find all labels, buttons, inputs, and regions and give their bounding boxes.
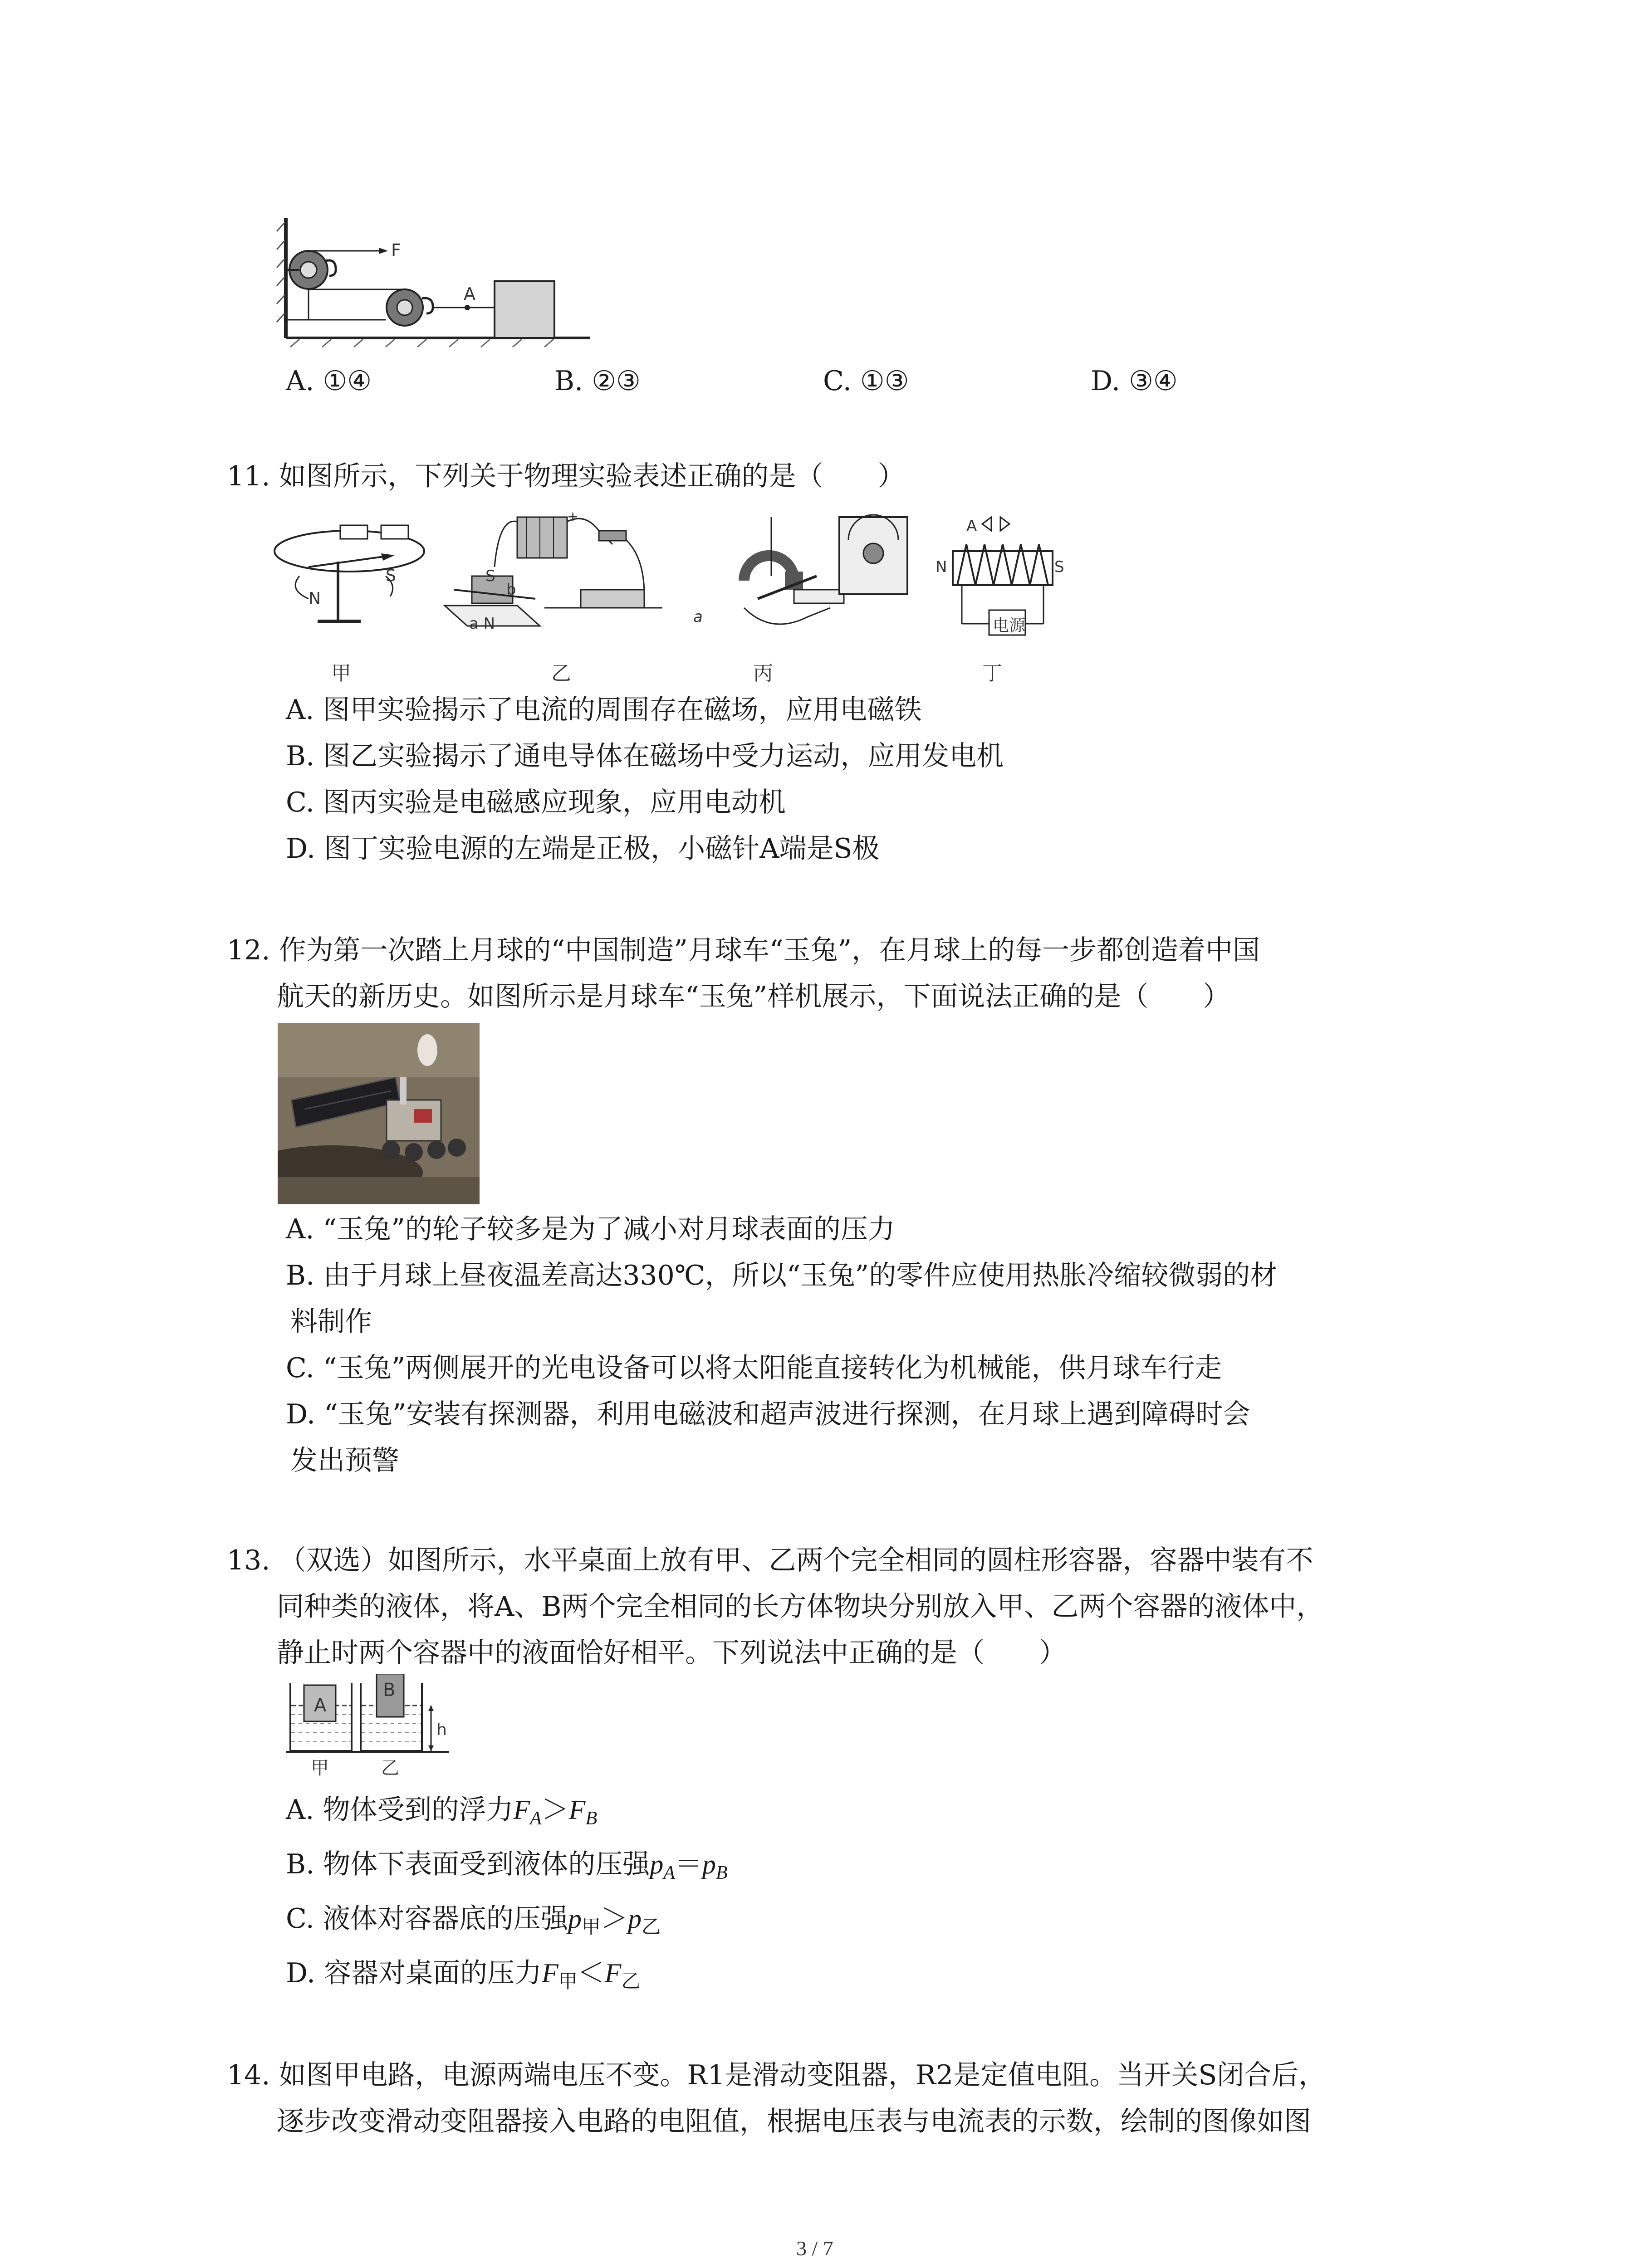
q10-point-label: A	[464, 284, 475, 304]
q11-option-a[interactable]: A. 图甲实验揭示了电流的周围存在磁场，应用电磁铁	[286, 694, 922, 726]
q13-caption-yi: 乙	[381, 1758, 399, 1779]
q13-option-a-text: A. 物体受到的浮力	[286, 1794, 514, 1826]
q13-option-d[interactable]: D. 容器对桌面的压力$F_甲<F_乙$	[286, 1957, 641, 1992]
q11-caption-ding: 丁	[982, 662, 1002, 685]
q12-option-a[interactable]: A. “玉兔”的轮子较多是为了减小对月球表面的压力	[286, 1213, 895, 1245]
q11-ding-power-label: 电源	[993, 616, 1026, 635]
q13-containers-figure	[281, 1674, 454, 1769]
q13-option-d-text: D. 容器对桌面的压力	[286, 1957, 542, 1989]
q11-option-c[interactable]: C. 图丙实验是电磁感应现象，应用电动机	[286, 787, 786, 818]
q11-fig-yi	[445, 517, 662, 626]
q12-option-b[interactable]: B. 由于月球上昼夜温差高达330℃，所以“玉兔”的零件应使用热胀冷缩较微弱的材	[286, 1260, 1278, 1291]
q11-bing-a-label: a	[693, 608, 703, 626]
q10-option-b[interactable]: B. ②③	[554, 365, 641, 397]
q14-stem-line1: 14. 如图甲电路，电源两端电压不变。R1是滑动变阻器，R2是定值电阻。当开关S闭合后，	[227, 2059, 1326, 2091]
q13-stem-line1: 13. （双选）如图所示，水平桌面上放有甲、乙两个完全相同的圆柱形容器，容器中装有不	[227, 1545, 1313, 1576]
q14-stem-line2: 逐步改变滑动变阻器接入电路的电阻值，根据电压表与电流表的示数，绘制的图像如图	[277, 2106, 1311, 2137]
q13-stem-line2: 同种类的液体，将A、B两个完全相同的长方体物块分别放入甲、乙两个容器的液体中，	[277, 1591, 1324, 1623]
q12-option-d-cont: 发出预警	[290, 1445, 399, 1476]
q13-caption-jia: 甲	[311, 1758, 329, 1779]
q11-yi-s-label: S	[485, 567, 495, 585]
q13-option-b[interactable]: B. 物体下表面受到液体的压强$p_A=p_B$	[286, 1848, 728, 1883]
q11-stem: 11. 如图所示，下列关于物理实验表述正确的是（ ）	[227, 460, 905, 492]
q12-option-d[interactable]: D. “玉兔”安装有探测器，利用电磁波和超声波进行探测，在月球上遇到障碍时会	[286, 1398, 1250, 1430]
q11-ding-n-label: N	[936, 558, 947, 576]
q10-option-d[interactable]: D. ③④	[1091, 365, 1178, 397]
q11-fig-bing	[744, 515, 907, 624]
q13-option-a[interactable]: A. 物体受到的浮力$F_A>F_B$	[286, 1794, 598, 1829]
q10-force-label: F	[391, 240, 401, 260]
q13-option-b-text: B. 物体下表面受到液体的压强	[286, 1848, 650, 1880]
q11-jia-n-label: N	[309, 589, 321, 608]
q13-block-a-label: A	[314, 1695, 327, 1716]
q13-option-c[interactable]: C. 液体对容器底的压强$p_甲>p_乙$	[286, 1903, 661, 1938]
q12-stem-line2: 航天的新历史。如图所示是月球车“玉兔”样机展示，下面说法正确的是（ ）	[277, 981, 1230, 1012]
q12-option-b-cont: 料制作	[290, 1306, 372, 1338]
q10-pulley-figure	[272, 213, 599, 349]
q13-block-b-label: B	[383, 1680, 396, 1701]
q13-stem-line3: 静止时两个容器中的液面恰好相平。下列说法中正确的是（ ）	[277, 1637, 1066, 1669]
q13-option-c-text: C. 液体对容器底的压强	[286, 1903, 568, 1935]
page-number: 3 / 7	[796, 2237, 833, 2260]
q12-yutu-photo	[278, 1023, 480, 1204]
q10-option-a[interactable]: A. ①④	[286, 365, 372, 397]
q13-h-label: h	[436, 1721, 447, 1739]
q11-option-d[interactable]: D. 图丁实验电源的左端是正极，小磁针A端是S极	[286, 833, 880, 865]
q11-yi-an-label: a N	[469, 615, 495, 633]
q11-caption-bing: 丙	[753, 662, 773, 685]
q11-jia-s-label: S	[386, 567, 396, 585]
q12-option-c[interactable]: C. “玉兔”两侧展开的光电设备可以将太阳能直接转化为机械能，供月球车行走	[286, 1352, 1222, 1384]
q11-option-b[interactable]: B. 图乙实验揭示了通电导体在磁场中受力运动，应用发电机	[286, 740, 1004, 772]
q11-yi-b-label: b	[506, 581, 516, 599]
q11-ding-a-label: A	[966, 517, 977, 535]
q11-ding-s-label: S	[1054, 558, 1064, 576]
q11-fig-jia	[274, 525, 424, 621]
q12-stem-line1: 12. 作为第一次踏上月球的“中国制造”月球车“玉兔”，在月球上的每一步都创造着中国	[227, 934, 1260, 966]
q11-yi-plus-label: +	[567, 509, 579, 525]
q11-caption-jia: 甲	[331, 662, 351, 685]
q10-option-c[interactable]: C. ①③	[823, 365, 909, 397]
q11-caption-yi: 乙	[551, 662, 571, 685]
